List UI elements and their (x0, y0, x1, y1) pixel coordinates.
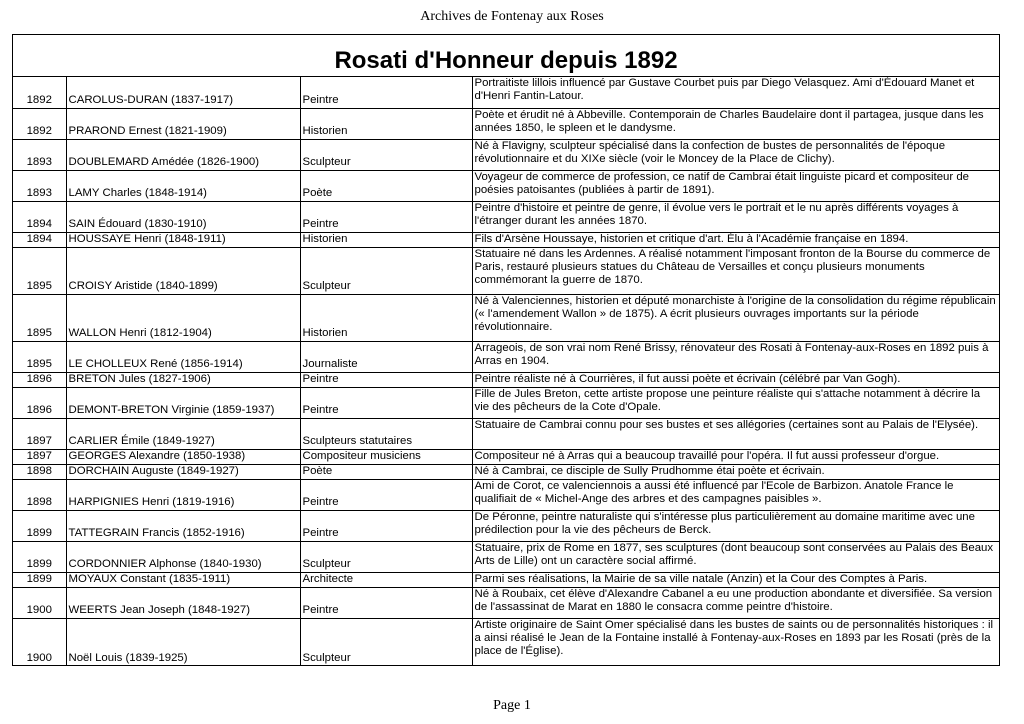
description-cell: Artiste originaire de Saint Omer spécialisé dans les bustes de saints ou de personnalités historiques : il a ainsi réalisé le Jean de la Fontaine installé à Fontenay-aux-Roses en 1893 par les Rosati (près de la place de l'Église). (472, 618, 999, 665)
description-cell: Ami de Corot, ce valenciennois a aussi été influencé par l'Ecole de Barbizon. Anatole France le qualifiait de « Michel-Ange des arbres et des campagnes paisibles ». (472, 479, 999, 510)
table-row (13, 510, 999, 541)
role-cell: Poète (300, 464, 472, 479)
name-cell: Noël Louis (1839-1925) (66, 618, 300, 665)
year-cell: 1898 (13, 479, 66, 510)
table-row (13, 587, 999, 618)
name-cell: HARPIGNIES Henri (1819-1916) (66, 479, 300, 510)
name-cell: BRETON Jules (1827-1906) (66, 372, 300, 387)
role-cell: Peintre (300, 77, 472, 108)
role-cell: Peintre (300, 510, 472, 541)
year-cell: 1896 (13, 387, 66, 418)
role-cell: Poète (300, 170, 472, 201)
name-cell: LE CHOLLEUX René (1856-1914) (66, 341, 300, 372)
table-body (13, 77, 999, 665)
role-cell: Peintre (300, 587, 472, 618)
table-row (13, 201, 999, 232)
table-row (13, 341, 999, 372)
table-row (13, 170, 999, 201)
description-cell: Portraitiste lillois influencé par Gustave Courbet puis par Diego Velasquez. Ami d'Édouard Manet et d'Henri Fantin-Latour. (472, 77, 999, 108)
year-cell: 1895 (13, 247, 66, 294)
table-row (13, 418, 999, 449)
year-cell: 1895 (13, 341, 66, 372)
description-cell: Peintre d'histoire et peintre de genre, il évolue vers le portrait et le nu après différents voyages à l'étranger durant les années 1870. (472, 201, 999, 232)
description-cell: Parmi ses réalisations, la Mairie de sa ville natale (Anzin) et la Cour des Comptes à Paris. (472, 572, 999, 587)
year-cell: 1895 (13, 294, 66, 341)
role-cell: Journaliste (300, 341, 472, 372)
name-cell: MOYAUX Constant (1835-1911) (66, 572, 300, 587)
year-cell: 1892 (13, 77, 66, 108)
description-cell: Né à Roubaix, cet élève d'Alexandre Cabanel a eu une production abondante et diversifiée. Sa version de l'assassinat de Marat en 1880 le consacra comme peintre d'histoire. (472, 587, 999, 618)
year-cell: 1893 (13, 139, 66, 170)
name-cell: DORCHAIN Auguste (1849-1927) (66, 464, 300, 479)
table-row (13, 572, 999, 587)
page-header: Archives de Fontenay aux Roses (420, 9, 604, 24)
year-cell: 1897 (13, 449, 66, 464)
year-cell: 1897 (13, 418, 66, 449)
table-row (13, 294, 999, 341)
description-cell: Né à Cambrai, ce disciple de Sully Prudhomme étai poète et écrivain. (472, 464, 999, 479)
name-cell: DOUBLEMARD Amédée (1826-1900) (66, 139, 300, 170)
name-cell: GEORGES Alexandre (1850-1938) (66, 449, 300, 464)
table-row (13, 139, 999, 170)
page-footer: Page 1 (493, 698, 531, 713)
table-row (13, 479, 999, 510)
role-cell: Sculpteurs statutaires (300, 418, 472, 449)
role-cell: Peintre (300, 387, 472, 418)
role-cell: Sculpteur (300, 139, 472, 170)
description-cell: Poète et érudit né à Abbeville. Contemporain de Charles Baudelaire dont il partagea, jusque dans les années 1850, le spleen et le dandysme. (472, 108, 999, 139)
name-cell: CROISY Aristide (1840-1899) (66, 247, 300, 294)
description-cell: Statuaire né dans les Ardennes. A réalisé notamment l'imposant fronton de la Bourse du commerce de Paris, restauré plusieurs statues du Château de Versailles et conçu plusieurs monuments commémorant la guerre de 1870. (472, 247, 999, 294)
role-cell: Sculpteur (300, 247, 472, 294)
role-cell: Peintre (300, 372, 472, 387)
year-cell: 1894 (13, 201, 66, 232)
sheet-title: Rosati d'Honneur depuis 1892 (13, 35, 999, 77)
name-cell: CARLIER Émile (1849-1927) (66, 418, 300, 449)
description-cell: Statuaire de Cambrai connu pour ses bustes et ses allégories (certaines sont au Palais de l'Elysée). (472, 418, 999, 449)
year-cell: 1893 (13, 170, 66, 201)
role-cell: Historien (300, 108, 472, 139)
year-cell: 1899 (13, 541, 66, 572)
table-row (13, 247, 999, 294)
table-row (13, 372, 999, 387)
role-cell: Peintre (300, 479, 472, 510)
description-cell: Arrageois, de son vrai nom René Brissy, rénovateur des Rosati à Fontenay-aux-Roses en 1892 puis à Arras en 1904. (472, 341, 999, 372)
year-cell: 1894 (13, 232, 66, 247)
year-cell: 1896 (13, 372, 66, 387)
role-cell: Sculpteur (300, 618, 472, 665)
table-row (13, 464, 999, 479)
table-row (13, 108, 999, 139)
name-cell: CORDONNIER Alphonse (1840-1930) (66, 541, 300, 572)
name-cell: CAROLUS-DURAN (1837-1917) (66, 77, 300, 108)
name-cell: PRAROND Ernest (1821-1909) (66, 108, 300, 139)
role-cell: Compositeur musiciens (300, 449, 472, 464)
table-row (13, 449, 999, 464)
year-cell: 1899 (13, 510, 66, 541)
role-cell: Historien (300, 294, 472, 341)
table-row (13, 232, 999, 247)
description-cell: Fils d'Arsène Houssaye, historien et critique d'art. Élu à l'Académie française en 1894. (472, 232, 999, 247)
description-cell: Né à Valenciennes, historien et député monarchiste à l'origine de la consolidation du régime républicain (« l'amendement Wallon » de 1875). A écrit plusieurs ouvrages importants sur la période révolutionnaire. (472, 294, 999, 341)
role-cell: Architecte (300, 572, 472, 587)
table-row (13, 541, 999, 572)
spreadsheet (12, 34, 1000, 666)
year-cell: 1898 (13, 464, 66, 479)
role-cell: Historien (300, 232, 472, 247)
role-cell: Peintre (300, 201, 472, 232)
year-cell: 1892 (13, 108, 66, 139)
role-cell: Sculpteur (300, 541, 472, 572)
name-cell: HOUSSAYE Henri (1848-1911) (66, 232, 300, 247)
description-cell: Statuaire, prix de Rome en 1877, ses sculptures (dont beaucoup sont conservées au Palais des Beaux Arts de Lille) ont un caractère social affirmé. (472, 541, 999, 572)
name-cell: TATTEGRAIN Francis (1852-1916) (66, 510, 300, 541)
year-cell: 1900 (13, 618, 66, 665)
table-row (13, 387, 999, 418)
name-cell: SAIN Édouard (1830-1910) (66, 201, 300, 232)
year-cell: 1899 (13, 572, 66, 587)
description-cell: Voyageur de commerce de profession, ce natif de Cambrai était linguiste picard et compositeur de poésies patoisantes (publiées à partir de 1891). (472, 170, 999, 201)
description-cell: Peintre réaliste né à Courrières, il fut aussi poète et écrivain (célébré par Van Gogh). (472, 372, 999, 387)
name-cell: WEERTS Jean Joseph (1848-1927) (66, 587, 300, 618)
description-cell: Né à Flavigny, sculpteur spécialisé dans la confection de bustes de personnalités de l'époque révolutionnaire et du XIXe siècle (voir le Moncey de la Place de Clichy). (472, 139, 999, 170)
description-cell: De Péronne, peintre naturaliste qui s'intéresse plus particulièrement au domaine maritime avec une prédilection pour la vie des pêcheurs de Berck. (472, 510, 999, 541)
rosati-table (13, 77, 999, 665)
table-row (13, 618, 999, 665)
table-row (13, 77, 999, 108)
name-cell: DEMONT-BRETON Virginie (1859-1937) (66, 387, 300, 418)
year-cell: 1900 (13, 587, 66, 618)
name-cell: LAMY Charles (1848-1914) (66, 170, 300, 201)
description-cell: Fille de Jules Breton, cette artiste propose une peinture réaliste qui s'attache notamment à décrire la vie des pêcheurs de la Cote d'Opale. (472, 387, 999, 418)
name-cell: WALLON Henri (1812-1904) (66, 294, 300, 341)
description-cell: Compositeur né à Arras qui a beaucoup travaillé pour l'opéra. Il fut aussi professeur d'orgue. (472, 449, 999, 464)
